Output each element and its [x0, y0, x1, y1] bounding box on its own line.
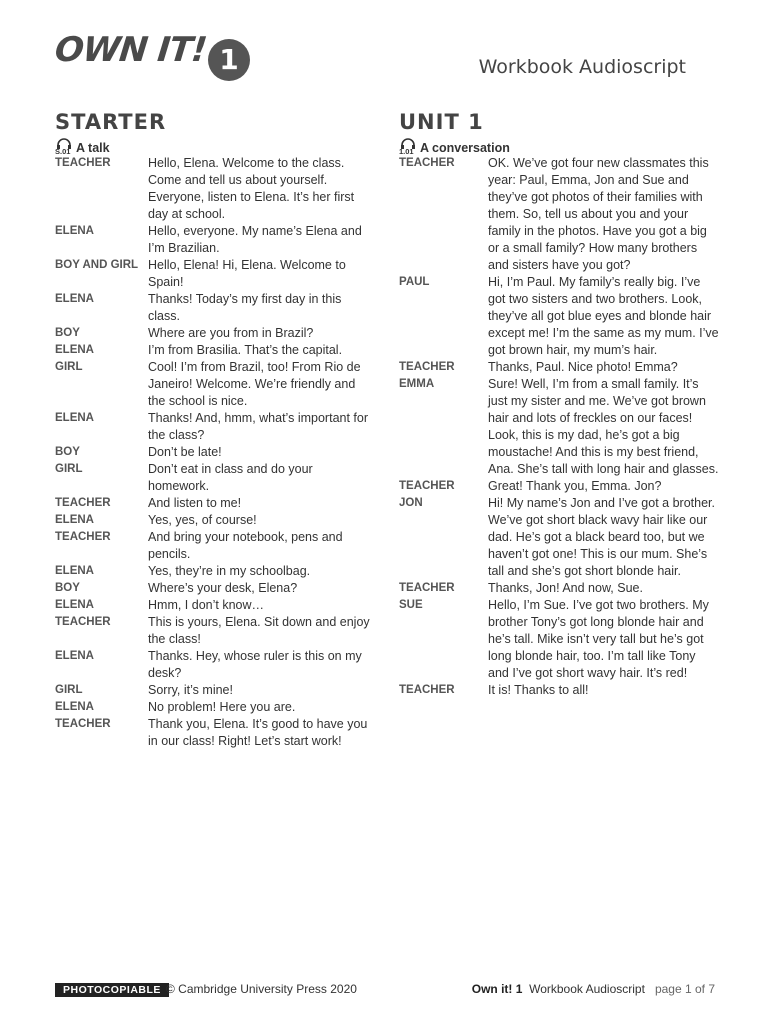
speaker-name: TEACHER — [399, 684, 455, 696]
dialogue-line — [55, 495, 375, 512]
speech-text: Yes, they’re in my schoolbag. — [148, 564, 311, 578]
speech-text: Don’t be late! — [148, 445, 222, 459]
speaker-name: TEACHER — [55, 531, 111, 543]
speaker-name: TEACHER — [399, 480, 455, 492]
speaker-name: TEACHER — [399, 361, 455, 373]
dialogue-line — [55, 699, 375, 716]
page-number: page 1 of 7 — [654, 982, 715, 996]
speech-text: Don’t eat in class and do your homework. — [148, 462, 313, 493]
dialogue-line — [55, 444, 375, 461]
speech-text: Hi, I’m Paul. My family’s really big. I’ve got two sisters and two brothers. Look, they’ve all got blue eyes and blonde hair except me! I’m the same as my mum. I’ve got brown hair, my mum’s hair. — [488, 275, 719, 357]
speech-text: Hello, Elena. Welcome to the class. Come and tell us about yourself. Everyone, listen to Elena. It’s her first day at school. — [148, 156, 355, 221]
section-heading-starter: STARTER — [55, 110, 167, 134]
speaker-name: GIRL — [55, 361, 83, 373]
dialogue-line — [55, 682, 375, 699]
dialogue-line — [55, 529, 375, 563]
dialogue-line — [55, 223, 375, 257]
dialogue-line — [399, 580, 719, 597]
speech-text: Yes, yes, of course! — [148, 513, 257, 527]
speech-text: OK. We’ve got four new classmates this year: Paul, Emma, Jon and Sue and they’ve got photos of their families with them. So, tell us about you and your family in the photos. Have you got a big or a small family? How many brothers and sisters have you got? — [488, 156, 709, 272]
dialogue-line — [55, 512, 375, 529]
speaker-name: GIRL — [55, 463, 83, 475]
speech-text: Thank you, Elena. It’s good to have you in our class! Right! Let’s start work! — [148, 717, 368, 748]
speaker-name: TEACHER — [399, 157, 455, 169]
speech-text: Thanks. Hey, whose ruler is this on my desk? — [148, 649, 362, 680]
footer-info — [472, 982, 715, 996]
dialogue-line — [399, 597, 719, 682]
speaker-name: PAUL — [399, 276, 430, 288]
speaker-name: SUE — [399, 599, 423, 611]
speaker-name: ELENA — [55, 650, 94, 662]
speaker-name: ELENA — [55, 599, 94, 611]
speaker-name: TEACHER — [55, 497, 111, 509]
speech-text: Thanks! And, hmm, what’s important for the class? — [148, 411, 369, 442]
speech-text: Great! Thank you, Emma. Jon? — [488, 479, 662, 493]
speaker-name: TEACHER — [399, 582, 455, 594]
speech-text: Hello, I’m Sue. I’ve got two brothers. My brother Tony’s got long blonde hair and he’s tall. Mike isn’t very tall but he’s got long blonde hair, too. I’m tall like Tony and I’ve got short wavy hair. It’s red! — [488, 598, 709, 680]
footer-doc-title: Workbook Audioscript — [529, 982, 645, 996]
logo-text: OWN IT! — [52, 30, 209, 70]
speaker-name: BOY — [55, 327, 80, 339]
dialogue-line — [55, 614, 375, 648]
dialogue-line — [55, 155, 375, 223]
dialogue-line — [55, 580, 375, 597]
speaker-name: ELENA — [55, 514, 94, 526]
dialogue-line — [55, 648, 375, 682]
speech-text: Cool! I’m from Brazil, too! From Rio de Janeiro! Welcome. We’re friendly and the school is nice. — [148, 360, 361, 408]
headphones-icon — [55, 138, 73, 155]
starter-column — [55, 110, 375, 750]
level-badge: 1 — [208, 39, 250, 81]
dialogue-list — [55, 155, 375, 750]
speech-text: It is! Thanks to all! — [488, 683, 589, 697]
speech-text: Thanks, Jon! And now, Sue. — [488, 581, 643, 595]
speech-text: Where are you from in Brazil? — [148, 326, 314, 340]
speaker-name: GIRL — [55, 684, 83, 696]
speaker-name: EMMA — [399, 378, 435, 390]
dialogue-line — [55, 716, 375, 750]
speech-text: Hello, everyone. My name’s Elena and I’m Brazilian. — [148, 224, 362, 255]
dialogue-line — [55, 359, 375, 410]
speaker-name: TEACHER — [55, 616, 111, 628]
page-footer — [0, 982, 768, 1000]
speech-text: Hello, Elena! Hi, Elena. Welcome to Spain! — [148, 258, 346, 289]
dialogue-line — [55, 461, 375, 495]
dialogue-line — [55, 291, 375, 325]
copyright-text: © Cambridge University Press 2020 — [166, 982, 357, 996]
speech-text: Sure! Well, I’m from a small family. It’s just my sister and me. We’ve got brown hair and lots of freckles on our faces! Look, this is my dad, he’s got a big moustache! And this is my best friend, Ana. She’s tall with long hair and glasses. — [488, 377, 719, 476]
speech-text: No problem! Here you are. — [148, 700, 296, 714]
speech-text: This is yours, Elena. Sit down and enjoy the class! — [148, 615, 370, 646]
track-number: 1.01 — [399, 147, 414, 156]
dialogue-line — [399, 359, 719, 376]
speaker-name: JON — [399, 497, 423, 509]
speech-text: Hmm, I don’t know… — [148, 598, 265, 612]
speech-text: Thanks! Today’s my first day in this class. — [148, 292, 342, 323]
speech-text: Hi! My name’s Jon and I’ve got a brother. We’ve got short black wavy hair like our dad. He’s got a black beard too, but we haven’t got one! This is our mum. She’s tall and she’s got short blonde hair. — [488, 496, 715, 578]
dialogue-list — [399, 155, 719, 699]
speaker-name: BOY — [55, 582, 80, 594]
speech-text: Where’s your desk, Elena? — [148, 581, 298, 595]
track-title: A talk — [76, 141, 110, 155]
dialogue-line — [399, 495, 719, 580]
dialogue-line — [55, 410, 375, 444]
track-title: A conversation — [420, 141, 510, 155]
dialogue-line — [55, 597, 375, 614]
page-header — [0, 0, 768, 100]
speaker-name: TEACHER — [55, 718, 111, 730]
footer-book-title: Own it! 1 — [471, 982, 523, 996]
document-title: Workbook Audioscript — [478, 56, 686, 78]
dialogue-line — [399, 376, 719, 478]
photocopiable-badge: PHOTOCOPIABLE — [55, 983, 169, 997]
own-it-logo — [52, 30, 239, 76]
dialogue-line — [399, 478, 719, 495]
unit1-column — [399, 110, 719, 699]
speaker-name: BOY — [55, 446, 80, 458]
speech-text: I’m from Brasilia. That’s the capital. — [148, 343, 343, 357]
speech-text: And bring your notebook, pens and pencils. — [148, 530, 343, 561]
dialogue-line — [399, 155, 719, 274]
speaker-name: ELENA — [55, 701, 94, 713]
track-label — [399, 138, 719, 155]
dialogue-line — [399, 682, 719, 699]
dialogue-line — [399, 274, 719, 359]
track-number: S.01 — [55, 147, 71, 156]
speaker-name: ELENA — [55, 293, 94, 305]
dialogue-line — [55, 257, 375, 291]
speaker-name: ELENA — [55, 225, 94, 237]
speaker-name: ELENA — [55, 412, 94, 424]
speech-text: Sorry, it’s mine! — [148, 683, 233, 697]
dialogue-line — [55, 325, 375, 342]
speech-text: And listen to me! — [148, 496, 242, 510]
dialogue-line — [55, 342, 375, 359]
speaker-name: ELENA — [55, 344, 94, 356]
dialogue-line — [55, 563, 375, 580]
speaker-name: TEACHER — [55, 157, 111, 169]
speaker-name: BOY AND GIRL — [55, 259, 139, 271]
speech-text: Thanks, Paul. Nice photo! Emma? — [488, 360, 678, 374]
headphones-icon — [399, 138, 417, 155]
track-label — [55, 138, 375, 155]
section-heading-unit1: UNIT 1 — [399, 110, 484, 134]
speaker-name: ELENA — [55, 565, 94, 577]
